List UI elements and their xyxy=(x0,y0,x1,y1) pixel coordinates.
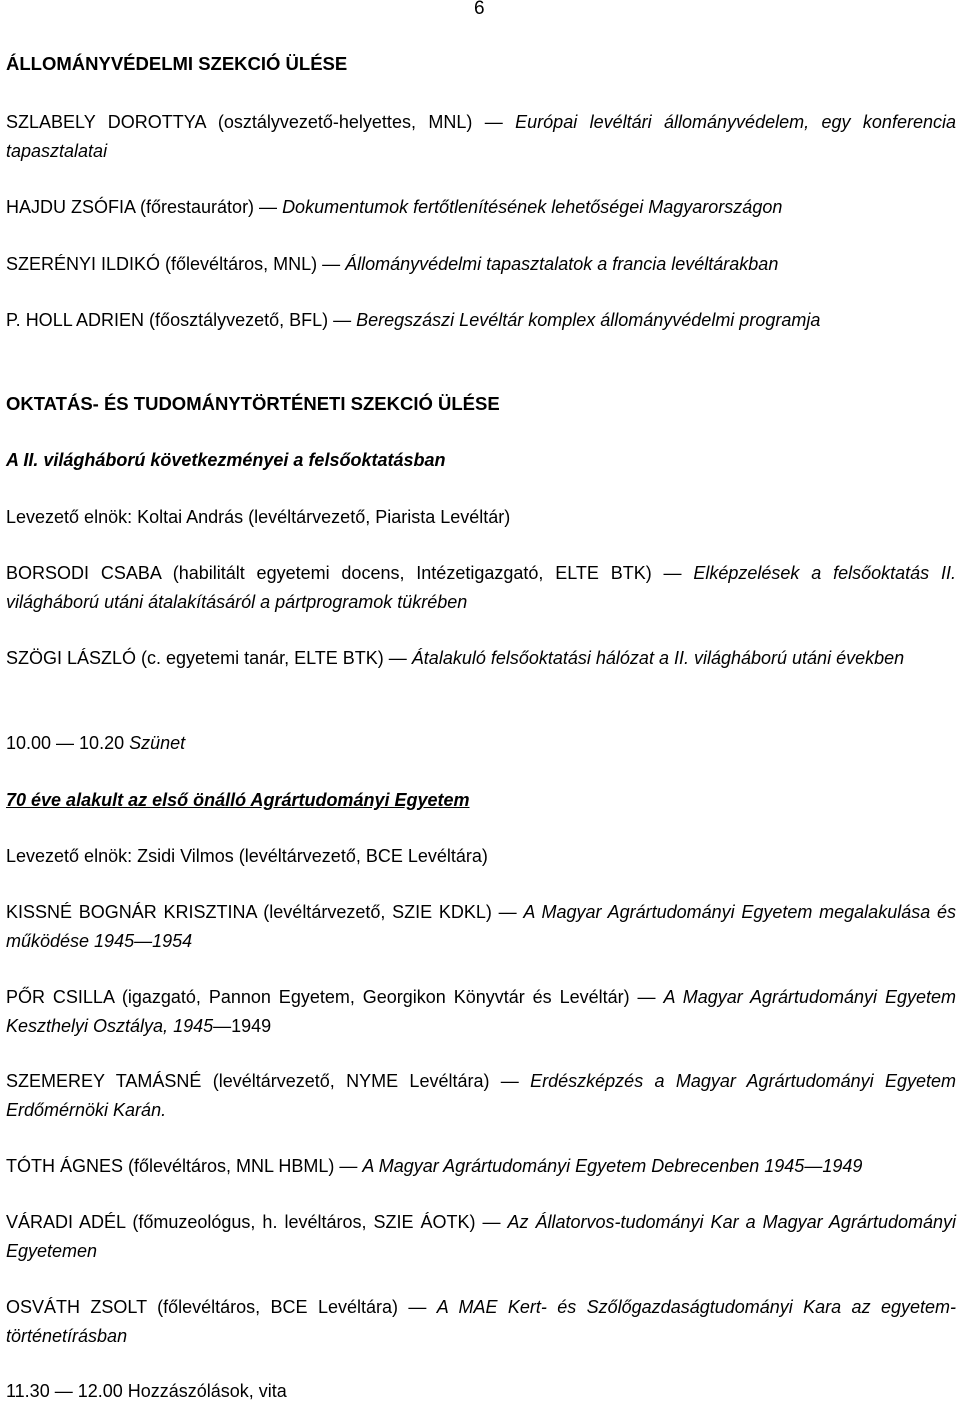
speaker: SZEMEREY TAMÁSNÉ (levéltárvezető, NYME Levéltára) — xyxy=(6,1071,531,1091)
break-line xyxy=(6,729,956,758)
talk-title-years: —1949 xyxy=(804,1156,863,1176)
talk-title: A Magyar Agrártudományi Egyetem megalakulása és működése 1945 xyxy=(6,902,956,951)
talk-title: Beregszászi Levéltár komplex állományvédelmi programja xyxy=(356,310,821,330)
speaker: KISSNÉ BOGNÁR KRISZTINA (levéltárvezető, SZIE KDKL) — xyxy=(6,902,524,922)
talk-title: Állományvédelmi tapasztalatok a francia levéltárakban xyxy=(345,254,779,274)
program-item xyxy=(6,1293,956,1350)
speaker: SZÖGI LÁSZLÓ (c. egyetemi tanár, ELTE BTK) — xyxy=(6,648,412,668)
talk-title: Az Állatorvos-tudományi Kar a Magyar Agrártudományi Egyetemen xyxy=(6,1212,956,1261)
speaker: SZLABELY DOROTTYA (osztályvezető-helyettes, MNL) — xyxy=(6,112,516,132)
program-item xyxy=(6,250,956,279)
talk-title: A Magyar Agrártudományi Egyetem Keszthelyi Osztálya, 1945 xyxy=(6,987,956,1036)
talk-title: Elképzelések a felsőoktatás II. világháború utáni átalakításáról a pártprogramok tükrében xyxy=(6,563,956,612)
speaker: BORSODI CSABA (habilitált egyetemi docens, Intézetigazgató, ELTE BTK) — xyxy=(6,563,694,583)
section-subheading: A II. világháború következményei a felsőoktatásban xyxy=(6,450,446,470)
section-heading-preservation: ÁLLOMÁNYVÉDELMI SZEKCIÓ ÜLÉSE xyxy=(6,53,348,74)
program-item xyxy=(6,559,956,616)
speaker: SZERÉNYI ILDIKÓ (főlevéltáros, MNL) — xyxy=(6,254,346,274)
program-item xyxy=(6,1208,956,1265)
program-item xyxy=(6,306,956,335)
page-number: 6 xyxy=(474,0,485,19)
section-heading-education: OKTATÁS- ÉS TUDOMÁNYTÖRTÉNETI SZEKCIÓ ÜLÉSE xyxy=(6,393,500,414)
speaker: PŐR CSILLA (igazgató, Pannon Egyetem, Georgikon Könyvtár és Levéltár) — xyxy=(6,987,664,1007)
speaker: HAJDU ZSÓFIA (főrestaurátor) — xyxy=(6,197,283,217)
talk-title: Európai levéltári állományvédelem, egy konferencia tapasztalatai xyxy=(6,112,956,161)
speaker: VÁRADI ADÉL (főmuzeológus, h. levéltáros, SZIE ÁOTK) — xyxy=(6,1212,508,1232)
session-chair: Levezető elnök: Koltai András (levéltárvezető, Piarista Levéltár) xyxy=(6,507,511,527)
talk-title-years: —1954 xyxy=(134,930,193,951)
program-item xyxy=(6,108,956,165)
speaker: P. HOLL ADRIEN (főosztályvezető, BFL) — xyxy=(6,310,357,330)
talk-title: Átalakuló felsőoktatási hálózat a II. világháború utáni években xyxy=(411,648,905,668)
section-heading-agrar: 70 éve alakult az első önálló Agrártudományi Egyetem xyxy=(6,790,470,810)
closing-line: 11.30 — 12.00 Hozzászólások, vita xyxy=(6,1381,287,1401)
talk-title: Erdészképzés a Magyar Agrártudományi Egyetem Erdőmérnöki Karán. xyxy=(6,1071,956,1120)
program-item xyxy=(6,1152,956,1181)
program-item xyxy=(6,1067,956,1124)
break-label: Szünet xyxy=(129,733,186,753)
break-time: 10.00 — 10.20 xyxy=(6,733,130,753)
program-item xyxy=(6,898,956,955)
talk-title: Dokumentumok fertőtlenítésének lehetőségei Magyarországon xyxy=(282,197,783,217)
session-chair: Levezető elnök: Zsidi Vilmos (levéltárvezető, BCE Levéltára) xyxy=(6,846,488,866)
talk-title: A Magyar Agrártudományi Egyetem Debrecenben 1945 xyxy=(362,1156,805,1176)
talk-title-years: —1949 xyxy=(213,1015,272,1036)
program-item xyxy=(6,644,956,673)
program-item xyxy=(6,193,956,222)
speaker: TÓTH ÁGNES (főlevéltáros, MNL HBML) — xyxy=(6,1156,363,1176)
program-item xyxy=(6,983,956,1040)
talk-title: A MAE Kert- és Szőlőgazdaságtudományi Kara az egyetem-történetírásban xyxy=(6,1297,956,1346)
speaker: OSVÁTH ZSOLT (főlevéltáros, BCE Levéltára) — xyxy=(6,1297,437,1317)
